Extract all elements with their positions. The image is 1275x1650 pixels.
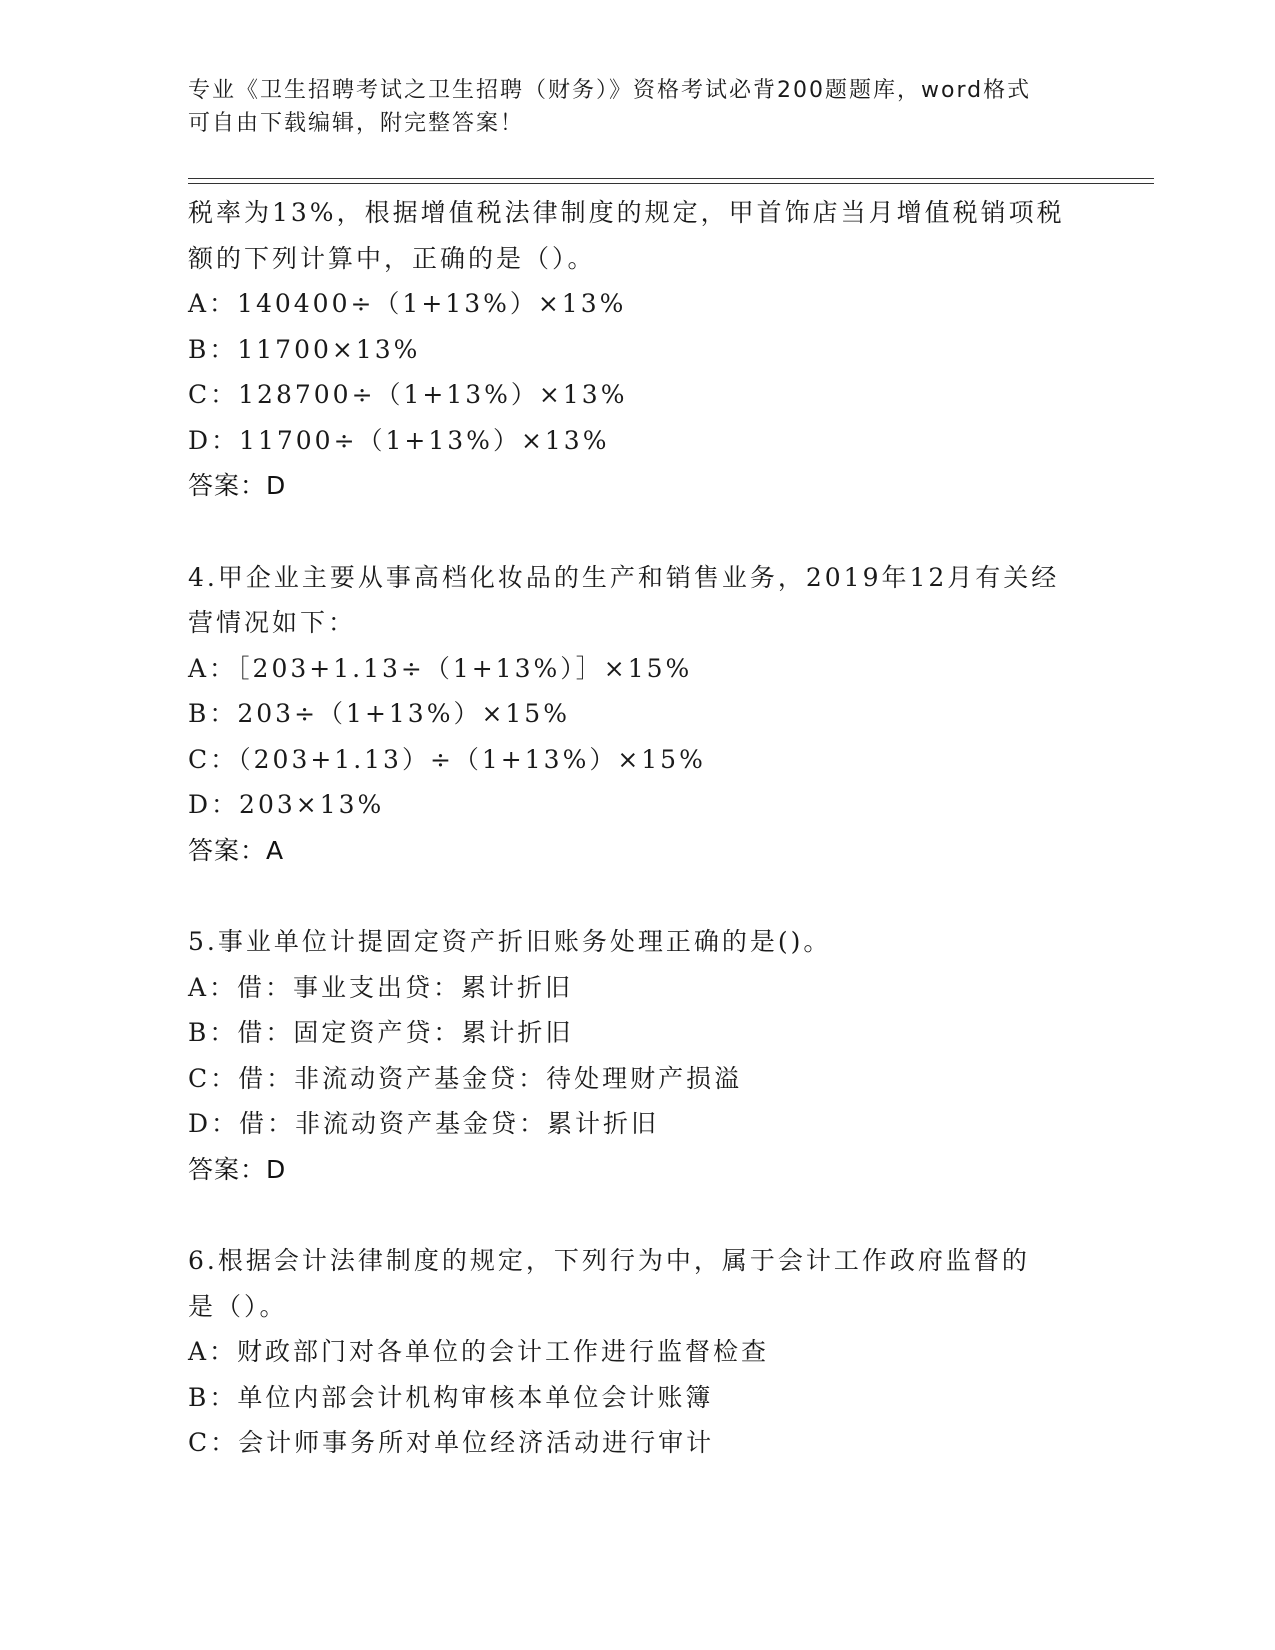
option-b: B：借：固定资产贷：累计折旧 xyxy=(188,1018,574,1047)
spacer xyxy=(188,1192,1088,1238)
option-c: C：（203+1.13）÷（1+13%）×15% xyxy=(188,744,706,774)
question-block xyxy=(188,1238,1088,1466)
option-c: C：128700÷（1+13%）×13% xyxy=(188,380,628,409)
answer-line: 答案：A xyxy=(188,835,285,865)
question-stem-line: 4.甲企业主要从事高档化妆品的生产和销售业务，2019年12月有关经 xyxy=(188,562,1060,592)
question-list xyxy=(188,190,1088,1466)
option-b: B：单位内部会计机构审核本单位会计账簿 xyxy=(188,1382,714,1412)
header-divider-bottom xyxy=(188,183,1154,184)
question-stem-line: 营情况如下： xyxy=(188,608,357,637)
option-d: D：借：非流动资产基金贷：累计折旧 xyxy=(188,1109,660,1138)
spacer xyxy=(188,873,1088,919)
option-a: A：140400÷（1+13%）×13% xyxy=(188,289,627,318)
question-stem-line: 6.根据会计法律制度的规定，下列行为中，属于会计工作政府监督的 xyxy=(188,1246,1030,1275)
answer-line: 答案：D xyxy=(188,1154,287,1184)
option-a: A：财政部门对各单位的会计工作进行监督检查 xyxy=(188,1337,770,1366)
option-d: D：11700÷（1+13%）×13% xyxy=(188,425,610,455)
question-stem-line: 额的下列计算中，正确的是（）。 xyxy=(188,243,596,273)
document-header xyxy=(188,74,1068,140)
option-b: B：203÷（1+13%）×15% xyxy=(188,699,570,728)
header-line-1: 专业《卫生招聘考试之卫生招聘（财务）》资格考试必背200题题库，word格式 xyxy=(188,78,1032,103)
option-b: B：11700×13% xyxy=(188,334,421,364)
header-line-2: 可自由下载编辑，附完整答案！ xyxy=(188,111,525,136)
option-d: D：203×13% xyxy=(188,790,385,819)
question-block xyxy=(188,919,1088,1192)
question-stem-line: 是（）。 xyxy=(188,1291,288,1321)
question-stem-line: 5.事业单位计提固定资产折旧账务处理正确的是()。 xyxy=(188,927,832,956)
option-c: C：会计师事务所对单位经济活动进行审计 xyxy=(188,1428,715,1457)
option-a: A：［203+1.13÷（1+13%）］×15% xyxy=(188,653,693,683)
question-block xyxy=(188,555,1088,874)
header-divider-top xyxy=(188,178,1154,179)
answer-line: 答案：D xyxy=(188,471,287,500)
option-a: A：借：事业支出贷：累计折旧 xyxy=(188,972,574,1002)
spacer xyxy=(188,509,1088,555)
option-c: C：借：非流动资产基金贷：待处理财产损溢 xyxy=(188,1063,743,1093)
question-stem-line: 税率为13%，根据增值税法律制度的规定，甲首饰店当月增值税销项税 xyxy=(188,198,1065,227)
question-block xyxy=(188,190,1088,509)
